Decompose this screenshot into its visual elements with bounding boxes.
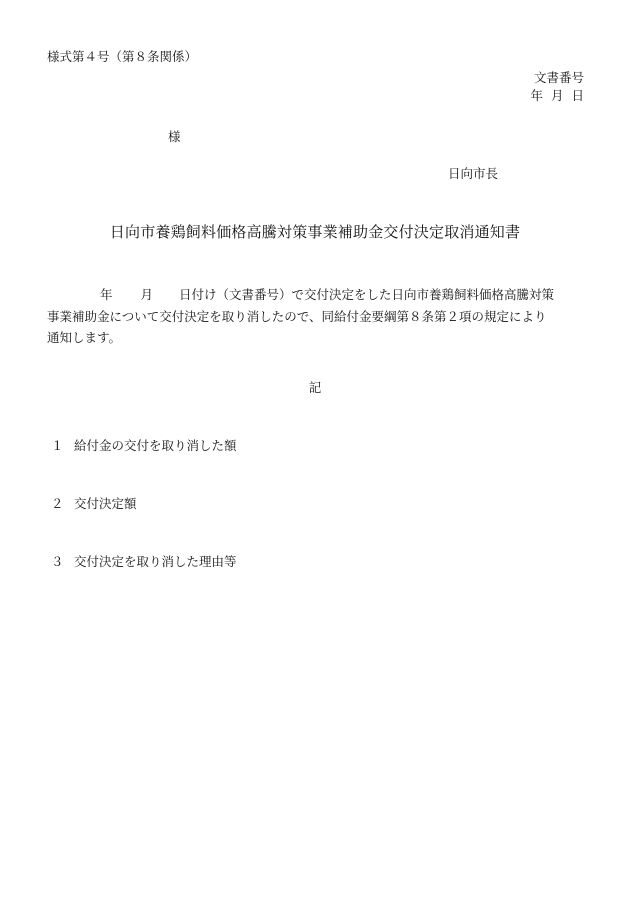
ki-heading: 記 xyxy=(308,380,322,395)
body-line-1 xyxy=(47,284,587,306)
item-number: ２ xyxy=(51,496,64,511)
date-day: 日 xyxy=(571,88,584,103)
date-month: 月 xyxy=(550,88,564,103)
body-month: 月 xyxy=(140,287,154,302)
document-title: 日向市養鶏飼料価格高騰対策事業補助金交付決定取消通知書 xyxy=(109,223,521,241)
body-paragraph xyxy=(47,284,587,349)
body-line-1-text: 日付け（文書番号）で交付決定をした日向市養鶏飼料価格高騰対策 xyxy=(179,287,555,302)
item-label: 交付決定額 xyxy=(74,496,137,511)
date-line xyxy=(530,90,584,103)
item-number: ３ xyxy=(51,554,64,569)
item-label: 給付金の交付を取り消した額 xyxy=(74,438,237,453)
list-item xyxy=(51,498,137,511)
issuer-name: 日向市長 xyxy=(448,166,499,181)
list-item xyxy=(51,440,237,453)
body-line-3: 通知します。 xyxy=(47,330,122,345)
item-label: 交付決定を取り消した理由等 xyxy=(74,554,237,569)
body-line-2: 事業補助金について交付決定を取り消したので、同給付金要綱第８条第２項の規定により xyxy=(47,308,547,324)
form-number: 様式第４号（第８条関係） xyxy=(47,49,198,64)
addressee-honorific: 様 xyxy=(168,129,181,144)
item-number: １ xyxy=(51,438,64,453)
date-year: 年 xyxy=(530,88,543,103)
document-number-label: 文書番号 xyxy=(533,70,584,85)
body-year: 年 xyxy=(100,287,113,302)
list-item xyxy=(51,556,237,569)
